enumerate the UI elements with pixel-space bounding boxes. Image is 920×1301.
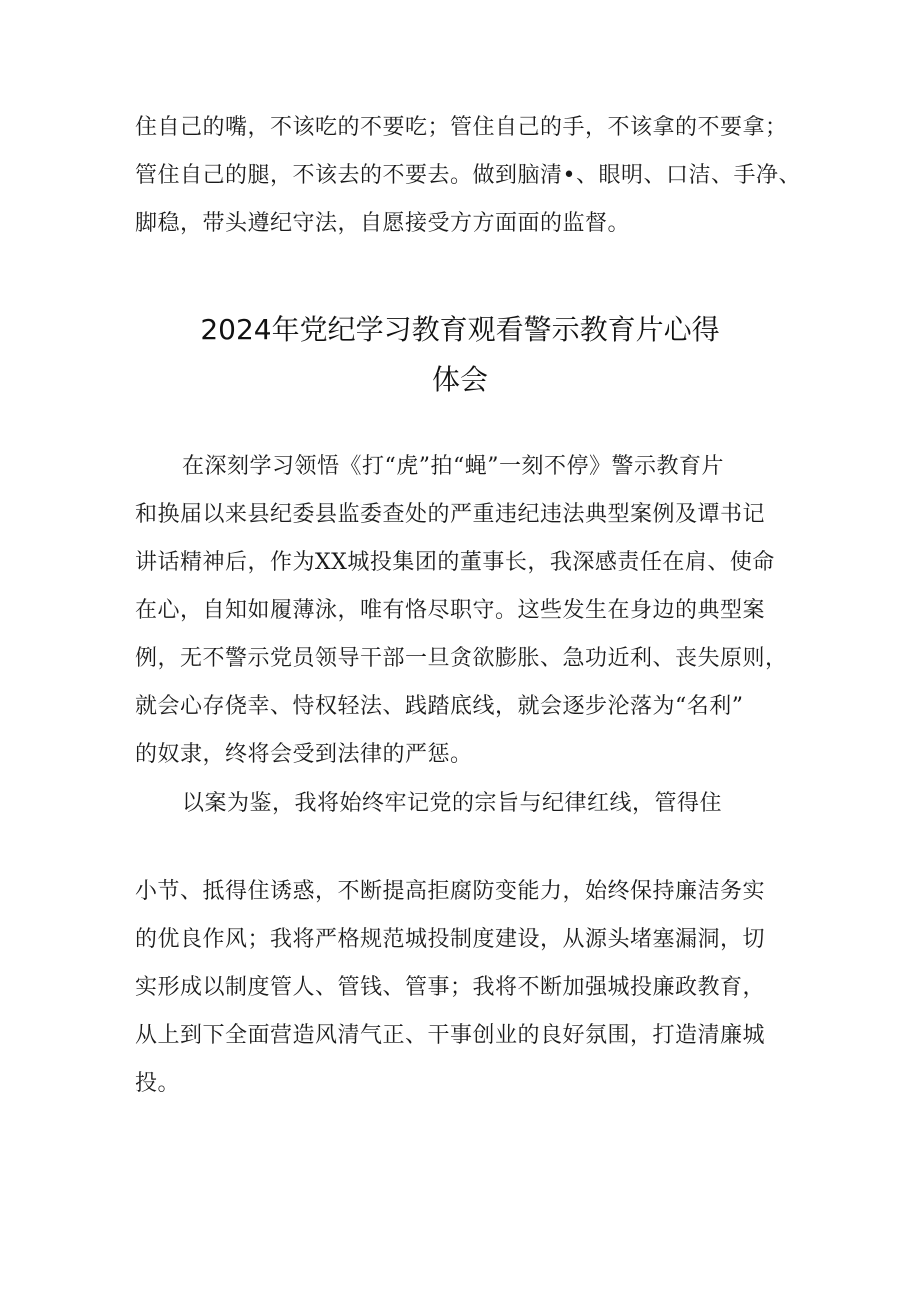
text-line: 脚稳，带头遵纪守法，自愿接受方方面面的监督。 <box>135 211 631 236</box>
text-line: 在心，自知如履薄泳，唯有恪尽职守。这些发生在身边的典型案 <box>135 598 766 623</box>
text-line: 以案为鉴，我将始终牢记党的宗旨与纪律红线，管得住 <box>182 791 723 816</box>
text-line: 的优良作风；我将严格规范城投制度建设，从源头堵塞漏洞，切 <box>135 927 766 952</box>
text-line: 投。 <box>135 1071 181 1096</box>
text-line: 讲话精神后，作为XX城投集团的董事长，我深感责任在肩、使命 <box>135 550 775 575</box>
text-line: 住自己的嘴，不该吃的不要吃；管住自己的手，不该拿的不要拿； <box>135 115 788 140</box>
text-line: 的奴隶，终将会受到法律的严惩。 <box>135 742 473 767</box>
text-line: 实形成以制度管人、管钱、管事；我将不断加强城投廉政教育， <box>135 975 766 1000</box>
text-line: 小节、抵得住诱惑，不断提高拒腐防变能力，始终保持廉洁务实 <box>135 879 766 904</box>
text-line: 就会心存侥幸、恃权轻法、践踏底线，就会逐步沦落为“名利” <box>135 694 744 719</box>
text-line: 例，无不警示党员领导干部一旦贪欲膨胀、急功近利、丧失原则， <box>135 646 788 671</box>
title-line: 体会 <box>431 363 488 396</box>
text-line: 和换届以来县纪委县监委查处的严重违纪违法典型案例及谭书记 <box>135 502 766 527</box>
text-line: 管住自己的腿，不该去的不要去。做到脑清•、眼明、口洁、手净、 <box>135 163 801 188</box>
text-line: 在深刻学习领悟《打“虎”拍“蝇”一刻不停》警示教育片 <box>182 454 724 479</box>
text-line: 从上到下全面营造风清气正、干事创业的良好氛围，打造清廉城 <box>135 1023 766 1048</box>
title-line: 2024年党纪学习教育观看警示教育片心得 <box>200 313 720 346</box>
